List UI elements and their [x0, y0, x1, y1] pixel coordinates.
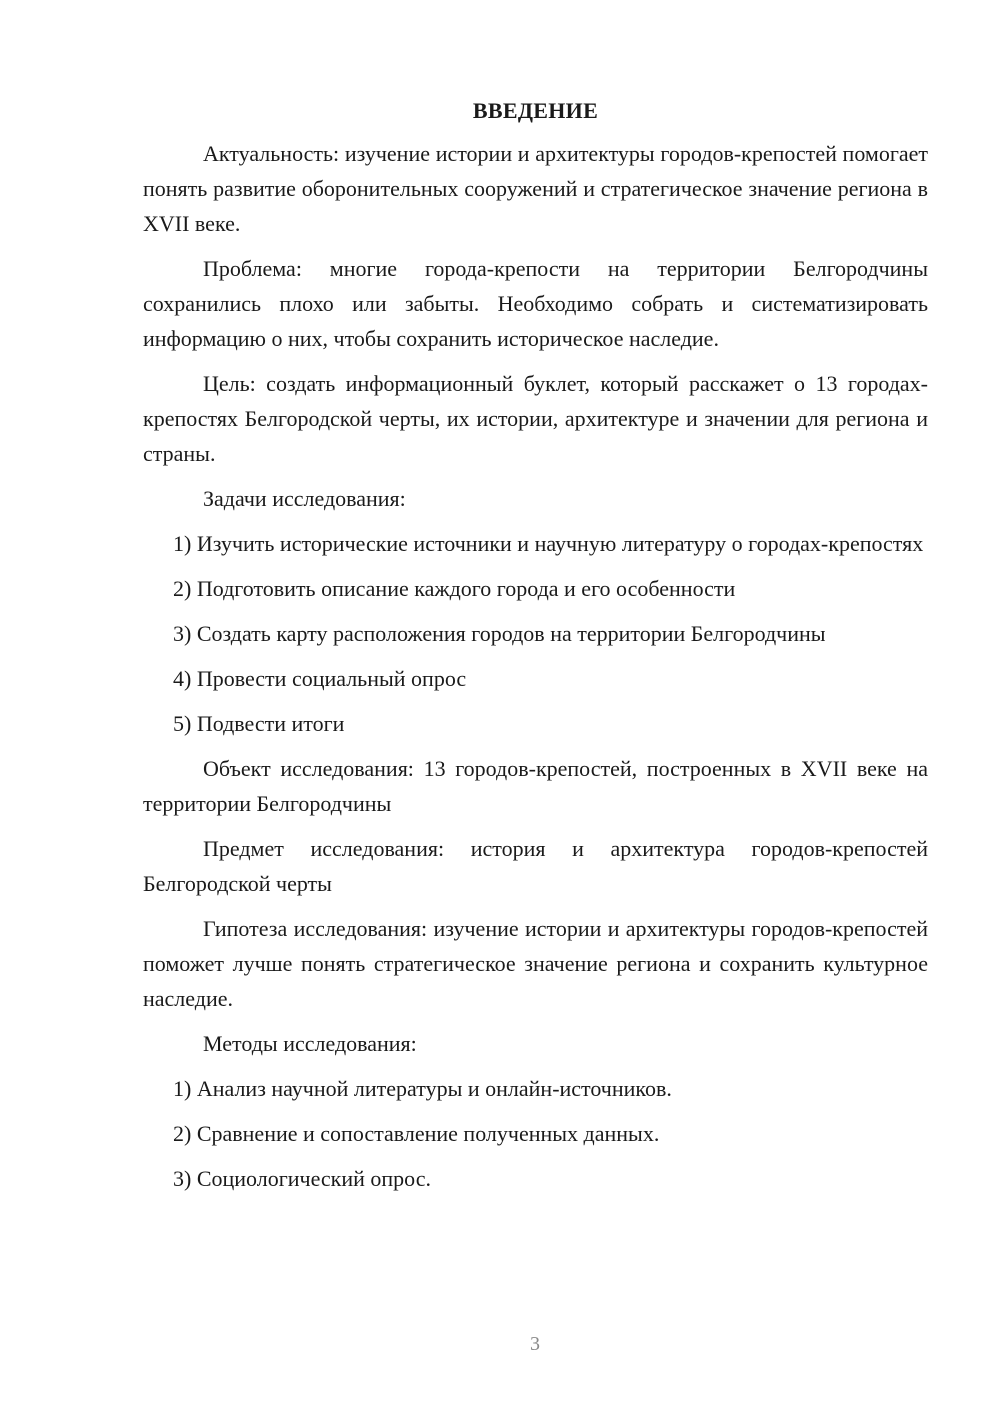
hypothesis-paragraph: Гипотеза исследования: изучение истории и архитектуры городов-крепостей поможет лучше понять стратегическое значение региона и сохранить культурное наследие.: [143, 916, 928, 1011]
problem-paragraph: Проблема: многие города-крепости на территории Белгородчины сохранились плохо или забыты. Необходимо собрать и систематизировать информацию о них, чтобы сохранить историческое наследие.: [143, 256, 928, 351]
task-item-1: 1) Изучить исторические источники и научную литературу о городах-крепостях: [173, 531, 924, 556]
actuality-paragraph: Актуальность: изучение истории и архитектуры городов-крепостей помогает понять развитие оборонительных сооружений и стратегическое значение региона в XVII веке.: [143, 141, 928, 236]
task-item-4: 4) Провести социальный опрос: [173, 666, 467, 691]
task-item-2: 2) Подготовить описание каждого города и его особенности: [173, 576, 736, 601]
tasks-heading: Задачи исследования:: [203, 486, 406, 511]
task-item-3: 3) Создать карту расположения городов на территории Белгородчины: [173, 621, 826, 646]
page-number: 3: [530, 1333, 540, 1355]
subject-paragraph: Предмет исследования: история и архитектура городов-крепостей Белгородской черты: [143, 836, 928, 896]
method-item-1: 1) Анализ научной литературы и онлайн-источников.: [173, 1076, 672, 1101]
object-paragraph: Объект исследования: 13 городов-крепостей, построенных в XVII веке на территории Белгородчины: [143, 756, 928, 816]
method-item-2: 2) Сравнение и сопоставление полученных данных.: [173, 1121, 660, 1146]
methods-heading: Методы исследования:: [203, 1031, 417, 1056]
goal-paragraph: Цель: создать информационный буклет, который расскажет о 13 городах-крепостях Белгородской черты, их истории, архитектуре и значении для региона и страны.: [143, 371, 928, 466]
task-item-5: 5) Подвести итоги: [173, 711, 345, 736]
document-body: [143, 96, 928, 1206]
method-item-3: 3) Социологический опрос.: [173, 1166, 431, 1191]
section-title: ВВЕДЕНИЕ: [472, 98, 599, 123]
